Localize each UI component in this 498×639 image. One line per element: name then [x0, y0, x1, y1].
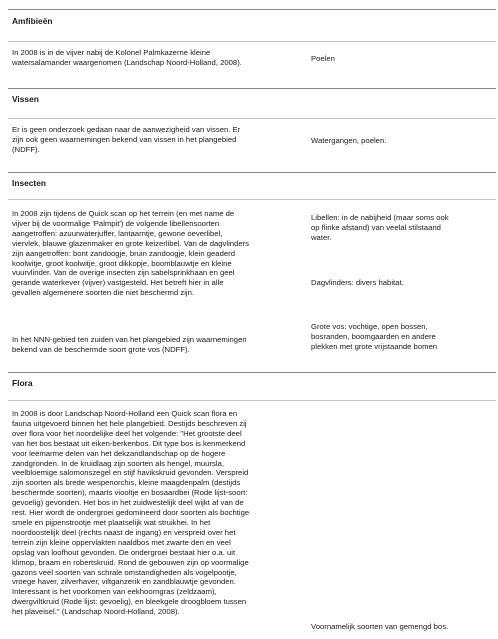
section-heading-vissen: Vissen	[12, 94, 39, 104]
section-heading-insecten: Insecten	[12, 178, 46, 188]
table-rule	[8, 172, 496, 173]
vissen-description: Er is geen onderzoek gedaan naar de aanwezigheid van vissen. Er zijn ook geen waarnemingen bekend van vissen in het plangebied (NDFF).	[12, 125, 241, 154]
table-rule	[8, 400, 496, 401]
insecten-habitat-dagvlinders: Dagvlinders: divers habitat.	[311, 278, 404, 287]
table-rule	[8, 41, 496, 42]
table-rule	[8, 372, 496, 373]
table-rule	[8, 88, 496, 89]
table-rule	[8, 118, 496, 119]
flora-description: In 2008 is door Landschap Noord-Holland een Quick scan flora en fauna uitgevoerd binnen het hele plangebied. Destijds beschreven zij over flora voor het noordelijke deel het volgende: "Het grootste deel van het bos bestaat uit eiken-berkenbos. Dit type bos is kenmerkend voor leemarme delen van het dekzandlandschap op de hogere zandgronden. In de kruidlaag zijn soorten als hengel, muursla, veelbloemige salomonszegel en stijf havikskruid gevonden. Verspreid zijn soorten als brede wespenorchis, kleine maagdenpalm (destijds beschermde soorten), maarts viooltje en bosaardbei (Rode lijst-soort: gevoelig) gevonden. Het bos in het zuidwestelijk deel wijkt af van de rest. Hier wordt de ondergroei gedomineerd door soorten als bochtige smele en pijpenstrootje met plaatselijk wat struikhei. In het noordoostelijk deel (rechts naast de ingang) en verspreid over het terrein zijn kleine oppervlakten naaldbos met zwarte den en veel opslag van loofhout gevonden. De ondergroei bestaat hier o.a. uit klimop, braam en robertskruid. Rond de gebouwen zijn op voormalige gazons veel soorten van schrale omstandigheden als vogelpootje, vroege haver, zilverhaver, viltganzerik en zandblauwtje gevonden. Interessant is het voorkomen van eekhoorngras (zeldzaam), dwergviltkruid (Rode lijst: gevoelig), en bleekgele droogbloem tussen het plaveisel." (Landschap Noord-Holland, 2008).	[12, 409, 250, 617]
flora-habitat: Voornamelijk soorten van gemengd bos.	[311, 622, 449, 631]
insecten-habitat-libellen: Libellen: in de nabijheid (maar soms ook op flinke afstand) van veelal stilstaand water.	[311, 213, 449, 242]
section-heading-flora: Flora	[12, 378, 33, 388]
table-rule	[8, 199, 496, 200]
insecten-description-grote-vos: In het NNN-gebied ten zuiden van het plangebied zijn waarnemingen bekend van de beschermde soort grote vos (NDFF).	[12, 335, 247, 354]
vissen-habitat: Watergangen, poelen.	[311, 136, 387, 145]
amfibieen-habitat: Poelen	[311, 54, 335, 63]
insecten-description: In 2008 zijn tijdens de Quick scan op het terrein (en met name de vijver bij de voormalige 'Palmpit') de volgende libellensoorten aangetroffen: azuurwaterjuffer, lantaarntje, gewone oeverlibel, viervlek, blauwe glazenmaker en grote keizerlibel. Van de dagvlinders zijn aangetroffen: bont zandoogje, bruin zandoogje, klein geaderd koolwitje, groot koolwitje, groot dikkopje, boomblauwtje en kleine vuurvlinder. Van de overige insecten zijn sabelsprinkhaan en geel gerande waterkever (vijver) vastgesteld. Het betreft hier in alle gevallen algemenere soorten die niet beschermd zijn.	[12, 209, 250, 298]
insecten-habitat-grote-vos: Grote vos: vochtige, open bossen, bosranden, boomgaarden en andere plekken met grote vrijstaande bomen	[311, 322, 438, 351]
section-heading-amfibieen: Amfibieën	[12, 16, 53, 26]
amfibieen-description: In 2008 is in de vijver nabij de Kolonel Palmkazerne kleine watersalamander waargenomen (Landschap Noord-Holland, 2008).	[12, 48, 242, 67]
table-rule	[8, 9, 496, 10]
